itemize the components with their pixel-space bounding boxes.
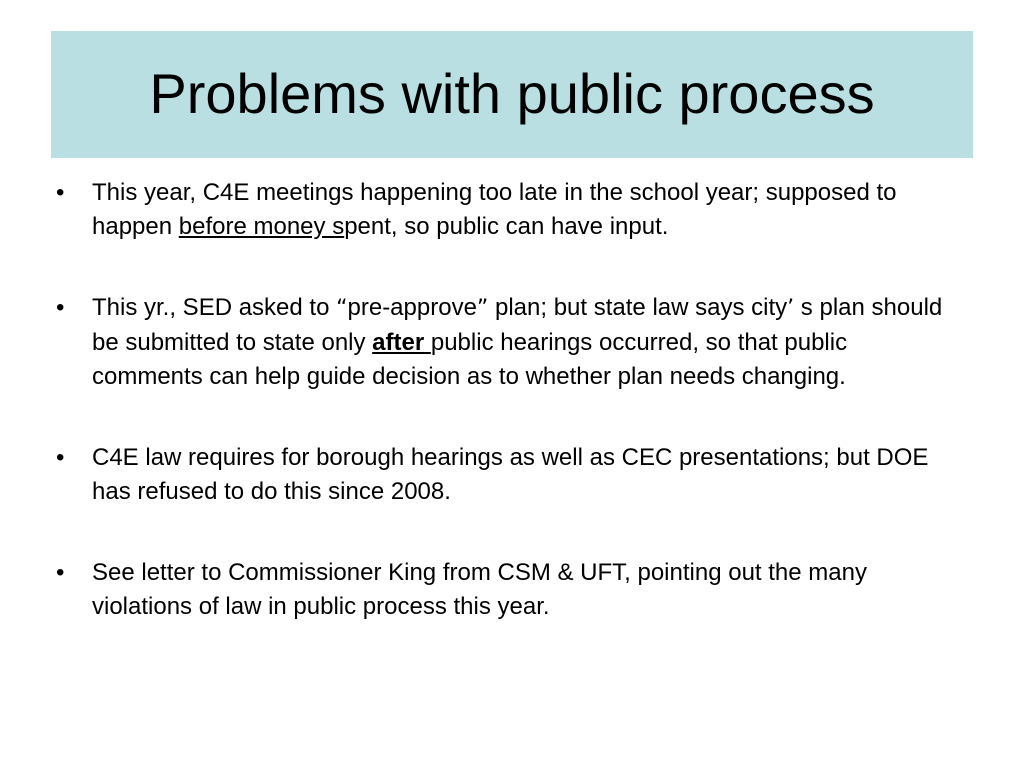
bullet-2-apostrophe: ’: [787, 296, 795, 321]
bullet-1-underlined-text: before money s: [178, 213, 345, 240]
bullet-item-3: [56, 441, 956, 509]
bullet-dot: •: [56, 179, 65, 206]
bullet-2-text-a: This yr., SED asked to: [92, 294, 337, 321]
bullet-2-close-quote: ”: [476, 296, 489, 321]
bullet-dot: •: [56, 294, 65, 321]
bullet-dot: •: [56, 444, 65, 471]
bullet-2-quoted-text: pre-approve: [347, 294, 477, 321]
bullet-1-text-b: pent, so public can have input.: [344, 213, 669, 240]
bullet-item-1: [56, 176, 956, 244]
bullet-dot: •: [56, 559, 65, 586]
bullet-item-2: [56, 291, 956, 394]
bullet-item-4: [56, 556, 956, 624]
slide-title: Problems with public process: [149, 61, 875, 125]
title-bar: [51, 31, 973, 158]
bullet-2-text-b: plan; but state law says city: [488, 294, 788, 321]
bullet-list: [56, 176, 956, 624]
bullet-2-text-d: public hearings occurred, so that public comments can help guide decision as to whether plan needs changing.: [92, 329, 848, 390]
bullet-2-text-c: s plan should be submitted to state only: [92, 294, 943, 356]
bullet-3-text: C4E law requires for borough hearings as well as CEC presentations; but DOE has refused to do this since 2008.: [92, 444, 929, 505]
bullet-4-text: See letter to Commissioner King from CSM & UFT, pointing out the many violations of law in public process this year.: [92, 559, 867, 620]
bullet-1-text-a: This year, C4E meetings happening too late in the school year; supposed to happen: [92, 179, 897, 240]
bullet-2-emphasis-after: after: [372, 329, 431, 356]
bullet-2-open-quote: “: [336, 296, 348, 321]
